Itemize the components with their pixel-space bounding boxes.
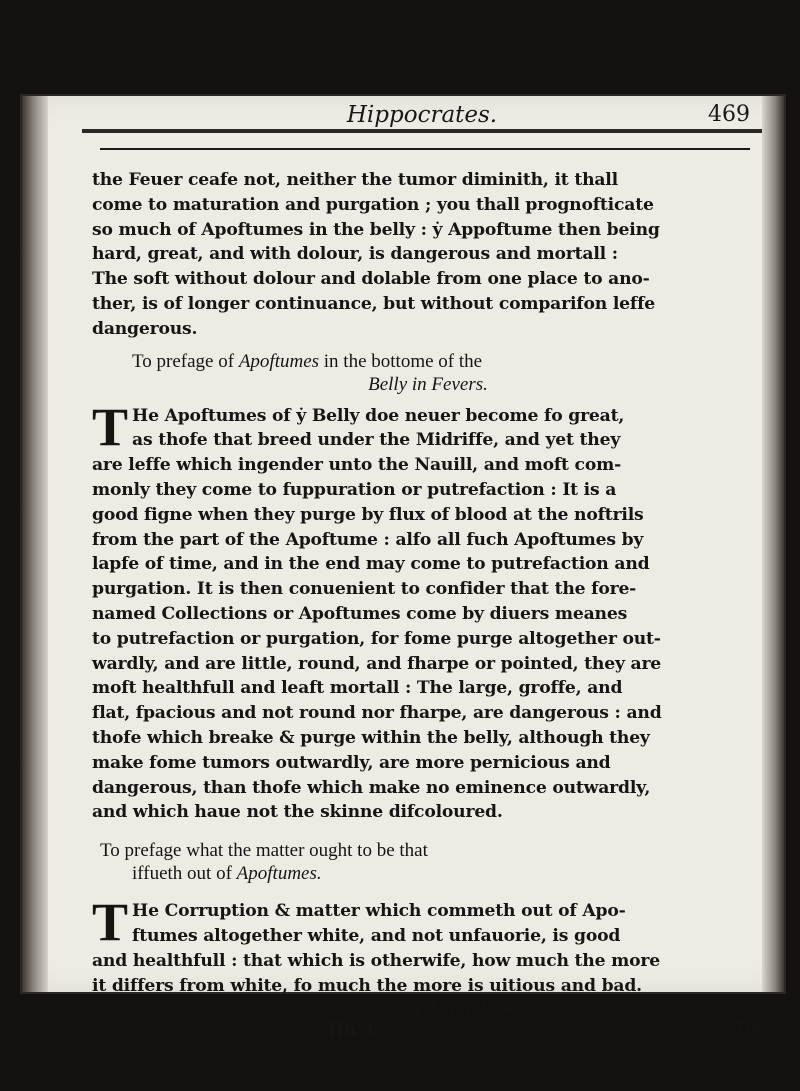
- text-line: the Feuer ceafe not, neither the tumor diminith, it thall: [92, 170, 618, 190]
- signature-mark: Hh 3: [328, 1020, 374, 1041]
- text-line: from the part of the Apoftume : alfo all fuch Apoftumes by: [92, 529, 644, 550]
- text-line: named Collections or Apoftumes come by diuers meanes: [92, 603, 628, 624]
- text-line: hard, great, and with dolour, is dangerous and mortall :: [92, 244, 618, 265]
- text-line: good figne when they purge by flux of blood at the noftrils: [92, 504, 644, 525]
- text-line: ftumes altogether white, and not unfauorie, is good: [132, 925, 621, 946]
- text-line: thofe which breake & purge within the belly, although they: [92, 727, 650, 748]
- text-line: to putrefaction or purgation, for fome purge altogether out-: [92, 628, 661, 649]
- text-line: come to maturation and purgation ; you thall prognofticate: [92, 194, 654, 215]
- heading-line: iffueth out of Apoftumes.: [132, 863, 322, 885]
- text-line: monly they come to fuppuration or putrefaction : It is a: [92, 479, 617, 500]
- heading-line: Belly in Fevers.: [368, 373, 488, 395]
- text-line: moft healthfull and leaft mortall : The large, groffe, and: [92, 678, 623, 699]
- text-line: make fome tumors outwardly, are more pernicious and: [92, 752, 611, 773]
- text-line: and which haue not the skinne difcoloured.: [92, 802, 503, 823]
- end-of-book-note: The end of the firft Booke.: [349, 998, 527, 1018]
- text-line: purgation. It is then conuenient to confider that the fore-: [92, 579, 637, 600]
- section-heading-2: [92, 839, 764, 885]
- section-heading-1: [92, 350, 764, 396]
- text-line: so much of Apoftumes in the belly : ẏ Appoftume then being: [92, 219, 660, 240]
- text-line: dangerous.: [92, 318, 198, 339]
- heading-line: To prefage of Apoftumes in the bottome of the: [132, 350, 483, 372]
- catchword: The: [734, 1019, 764, 1041]
- text-line: as thofe that breed under the Midriffe, and yet they: [132, 430, 621, 451]
- text-line: He Apoftumes of ẏ Belly doe neuer become fo great,: [132, 405, 625, 426]
- text-line: ther, is of longer continuance, but without comparifon leffe: [92, 293, 655, 314]
- top-rule: [82, 129, 782, 133]
- book-page: [22, 96, 784, 1041]
- paragraph-1: [92, 168, 764, 342]
- text-line: flat, fpacious and not round nor fharpe, are dangerous : and: [92, 703, 662, 724]
- text-line: dangerous, than thofe which make no eminence outwardly,: [92, 777, 651, 798]
- text-line: are leffe which ingender unto the Nauill, and moft com-: [92, 455, 621, 476]
- text-line: He Corruption & matter which commeth out of Apo-: [132, 901, 626, 922]
- page-footer: [92, 1018, 764, 1042]
- page-number: 469: [708, 102, 750, 127]
- drop-cap: T: [92, 396, 129, 457]
- text-line: The soft without dolour and dolable from one place to ano-: [92, 269, 650, 290]
- heading-line: To prefage what the matter ought to be that: [100, 840, 428, 862]
- text-line: lapfe of time, and in the end may come to putrefaction and: [92, 554, 650, 575]
- text-line: wardly, and are little, round, and fharpe or pointed, they are: [92, 653, 662, 674]
- text-line: and healthfull : that which is otherwife, how much the more: [92, 950, 660, 971]
- header-rule: [100, 148, 750, 150]
- paragraph-3: [92, 892, 764, 998]
- page-body: [92, 168, 764, 1042]
- drop-cap: T: [92, 892, 129, 953]
- paragraph-2: [92, 396, 764, 826]
- running-head: Hippocrates.: [346, 102, 498, 128]
- text-line: it differs from white, fo much the more is uitious and bad.: [92, 975, 642, 996]
